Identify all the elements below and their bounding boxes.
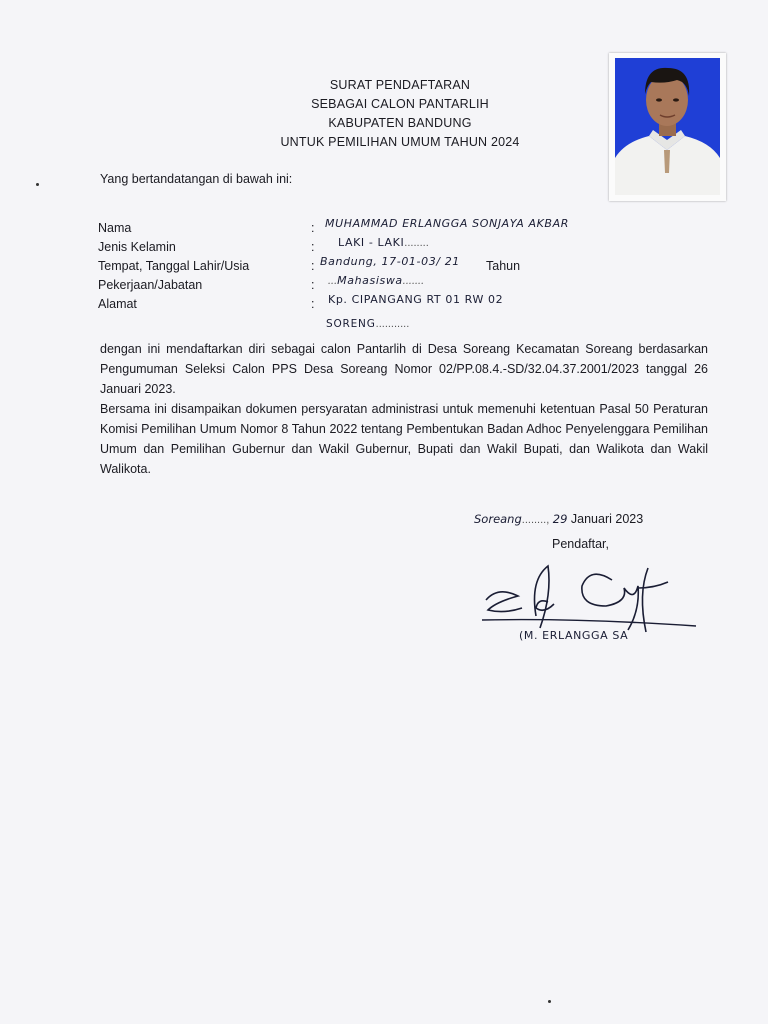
field-label: Nama: [98, 221, 132, 235]
field-colon: :: [311, 297, 315, 311]
paper-speck: [36, 183, 39, 186]
field-value-birth: Bandung, 17-01-03/ 21: [320, 255, 460, 268]
heading-line-4: UNTUK PEMILIHAN UMUM TAHUN 2024: [280, 135, 520, 149]
field-value-address: Kp. CIPANGANG RT 01 RW 02: [328, 293, 504, 306]
signing-month-year: Januari 2023: [570, 512, 644, 526]
age-unit: Tahun: [486, 259, 521, 273]
field-label: Pekerjaan/Jabatan: [98, 278, 203, 292]
body-paragraph-1: dengan ini mendaftarkan diri sebagai calon Pantarlih di Desa Soreang Kecamatan Soreang berdasarkan Pengumuman Seleksi Calon PPS Desa Soreang Nomor 02/PP.08.4.-SD/32.04.37.2001/2023 tanggal 26 Januari 2023.: [100, 342, 708, 396]
field-colon: :: [311, 259, 315, 273]
field-value-address-line-2: SORENG...........: [326, 318, 410, 330]
field-colon: :: [311, 240, 315, 254]
address-line-2: SORENG: [326, 318, 376, 330]
field-value-occupation: ...Mahasiswa.......: [328, 274, 425, 287]
body-text: [100, 339, 708, 479]
handwritten-signature: [478, 558, 698, 638]
signer-role: Pendaftar,: [552, 537, 609, 551]
document-heading: [240, 76, 560, 152]
applicant-photo: [609, 53, 726, 201]
occupation-value: Mahasiswa: [337, 274, 403, 287]
field-value-name: MUHAMMAD ERLANGGA SONJAYA AKBAR: [325, 217, 569, 230]
heading-line-1: SURAT PENDAFTARAN: [329, 78, 471, 92]
field-colon: :: [311, 221, 315, 235]
heading-line-3: KABUPATEN BANDUNG: [328, 116, 472, 130]
signing-place-date: Soreang........, 29 Januari 2023: [474, 512, 644, 526]
field-colon: :: [311, 278, 315, 292]
photo-portrait: [615, 58, 720, 195]
heading-line-2: SEBAGAI CALON PANTARLIH: [311, 97, 489, 111]
paper-speck: [548, 1000, 551, 1003]
signer-name: (M. ERLANGGA SA: [519, 629, 629, 642]
person-portrait-icon: [615, 58, 720, 195]
gender-value: LAKI - LAKI: [338, 236, 405, 249]
signing-place: Soreang: [474, 512, 522, 526]
field-label: Alamat: [98, 297, 137, 311]
signing-day: 29: [552, 512, 568, 526]
field-value-gender: LAKI - LAKI........: [338, 236, 429, 249]
body-paragraph-2: Bersama ini disampaikan dokumen persyaratan administrasi untuk memenuhi ketentuan Pasal 50 Peraturan Komisi Pemilihan Umum Nomor 8 Tahun 2022 tentang Pembentukan Badan Adhoc Penyelenggara Pemilihan Umum dan Pemilihan Gubernur dan Wakil Gubernur, Bupati dan Wakil Bupati, dan Walikota dan Wakil Walikota.: [100, 402, 708, 476]
field-label: Jenis Kelamin: [98, 240, 176, 254]
field-label: Tempat, Tanggal Lahir/Usia: [98, 259, 250, 273]
intro-text: Yang bertandatangan di bawah ini:: [100, 172, 293, 186]
